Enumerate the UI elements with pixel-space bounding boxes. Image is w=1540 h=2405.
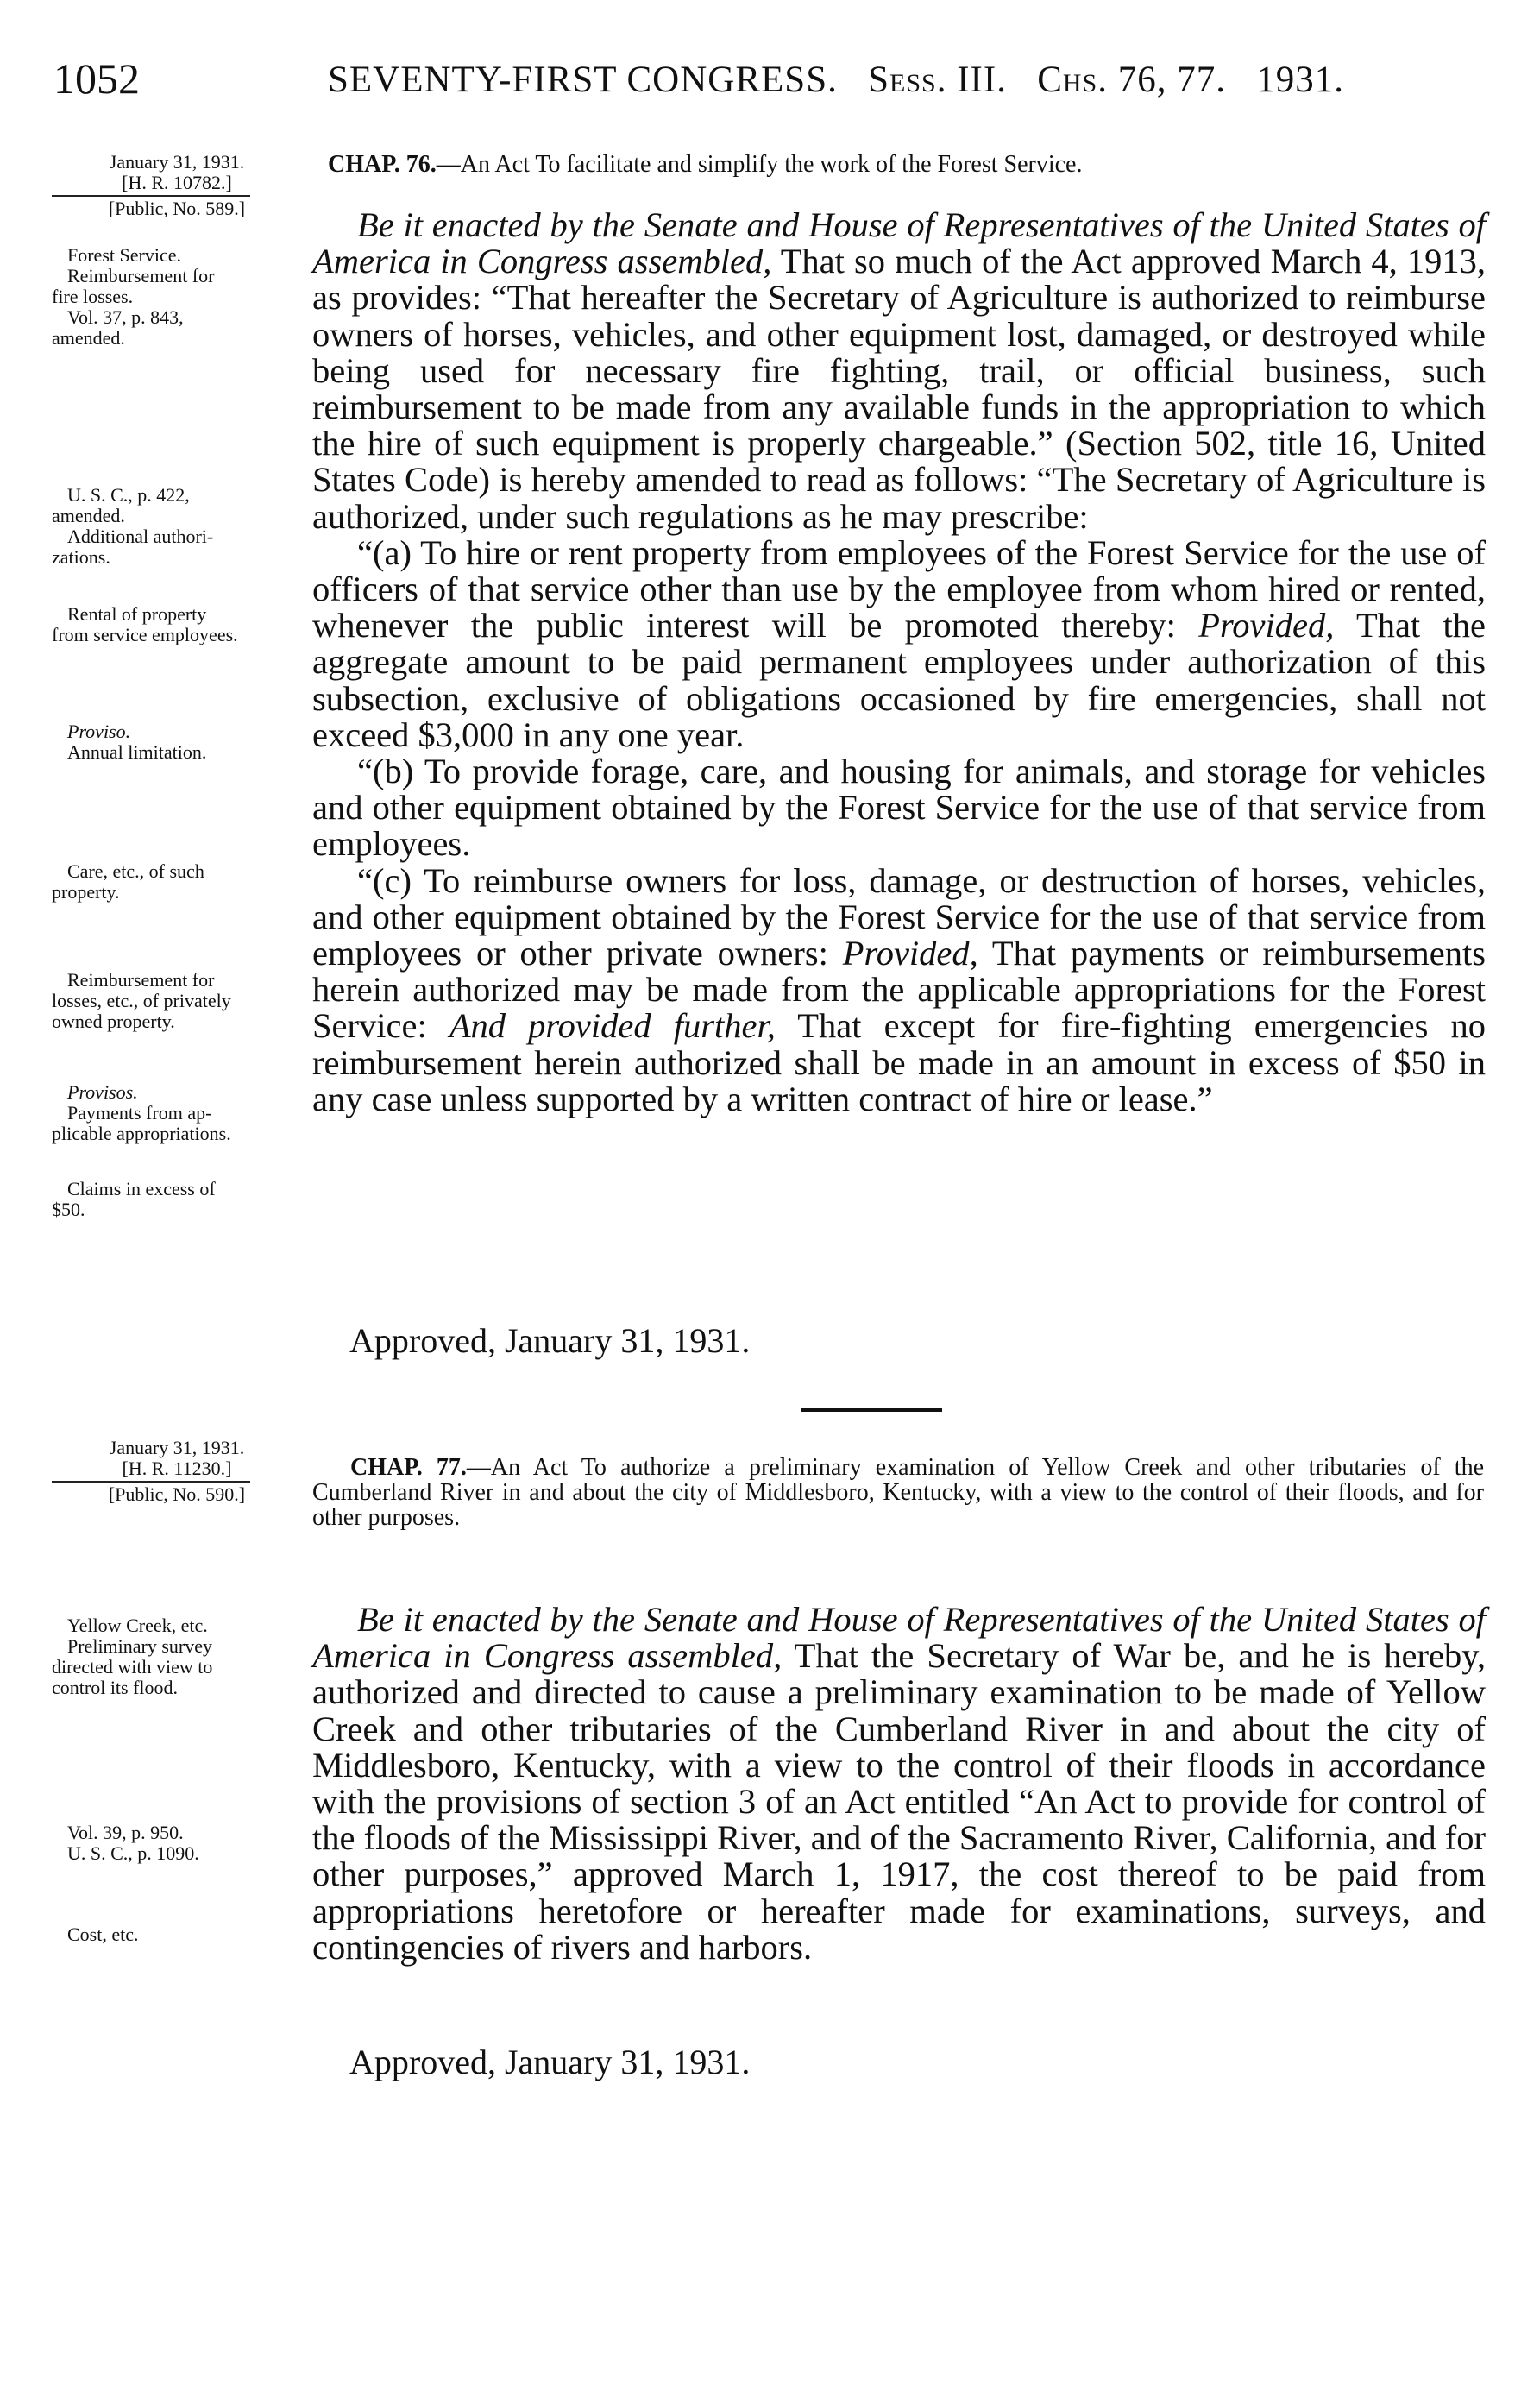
chap76-body	[312, 207, 1486, 1118]
note-rental: Rental of property from service employees.	[52, 603, 238, 645]
chap77-bill-number: [H. R. 11230.]	[122, 1457, 232, 1479]
note-yellow-creek: Yellow Creek, etc. Preliminary survey directed with view to control its flood.	[52, 1615, 213, 1698]
running-head	[53, 54, 1512, 114]
session-label: Sess. III.	[868, 60, 1007, 100]
note-annual-limitation: Proviso. Annual limitation.	[67, 721, 207, 763]
chap77-approved: Approved, January 31, 1931.	[349, 2043, 751, 2081]
enacting-clause: Be it enacted by the Senate and House of Representatives of the United States of America in Congress assembled,	[312, 205, 1486, 281]
chap76-public-number: [Public, No. 589.]	[108, 198, 246, 219]
chap77-margin-header	[52, 1438, 302, 1505]
note-care: Care, etc., of such property.	[52, 860, 204, 903]
year-label: 1931.	[1256, 60, 1344, 100]
note-usc-422: U. S. C., p. 422, amended. Additional authori- zations.	[52, 484, 214, 568]
margin-rule	[52, 195, 250, 197]
note-vol-39: Vol. 39, p. 950. U. S. C., p. 1090.	[67, 1822, 199, 1864]
chap77-body	[312, 1602, 1486, 1966]
note-reimb-losses: Reimbursement for losses, etc., of privately owned property.	[52, 969, 231, 1032]
chapters-label: Chs. 76, 77.	[1037, 60, 1226, 100]
chap77-label: CHAP. 77.	[350, 1454, 467, 1481]
chapter-divider	[801, 1408, 942, 1412]
congress-title: SEVENTY-FIRST CONGRESS.	[328, 60, 838, 100]
chap76-date: January 31, 1931.	[109, 151, 245, 173]
chap76-subsection-c: “(c) To reimburse owners for loss, damage, or destruction of horses, vehicles, and other equipment obtained by the Forest Service for the use of that service from employees or other private owners: Provided, That payments or reimbursements herein authorized may be made from the applicable appropriations for the Forest Service: And provided further, That except for fire-fighting emergencies no reimbursement herein authorized shall be made in an amount in excess of $50 in any case unless supported by a written contract of hire or lease.”	[312, 860, 1487, 1118]
note-claims: Claims in excess of $50.	[52, 1178, 216, 1220]
margin-rule	[52, 1481, 250, 1483]
enacting-clause: Be it enacted by the Senate and House of Representatives of the United States of America in Congress assembled,	[312, 1600, 1486, 1676]
chap76-subsection-a: “(a) To hire or rent property from employees of the Forest Service for the use of officers of that service other than use by the employee from whom hired or rented, whenever the public interest will be promoted thereby: Provided, That the aggregate amount to be paid permanent employees under authorization of this subsection, exclusive of obligations occasioned by fire emergencies, shall not exceed $3,000 in any one year.	[312, 532, 1487, 754]
chap76-bill-number: [H. R. 10782.]	[122, 172, 232, 193]
chap77-date: January 31, 1931.	[109, 1437, 245, 1458]
running-head-title	[328, 59, 1344, 101]
chap77-public-number: [Public, No. 590.]	[108, 1483, 246, 1505]
chap76-enacting-paragraph: Be it enacted by the Senate and House of Representatives of the United States of America in Congress assembled, That so much of the Act approved March 4, 1913, as provides: “That hereafter the Secretary of Agriculture is authorized to reimburse owners of horses, vehicles, and other equipment lost, damaged, or destroyed while being used for necessary fire fighting, trail, or official business, such reimbursement to be made from any available funds in the appropriation to which the hire of such equipment is properly chargeable.” (Section 502, title 16, United States Code) is hereby amended to read as follows: “The Secretary of Agriculture is authorized, under such regulations as he may prescribe:	[312, 205, 1486, 536]
chap77-enacting-paragraph: Be it enacted by the Senate and House of Representatives of the United States of America in Congress assembled, That the Secretary of War be, and he is hereby, authorized and directed to cause a preliminary examination to be made of Yellow Creek and other tributaries of the Cumberland River in and about the city of Middlesboro, Kentucky, with a view to the control of their floods in accordance with the provisions of section 3 of an Act entitled “An Act to provide for control of the floods of the Mississippi River, and of the Sacramento River, California, and for other purposes,” approved March 1, 1917, the cost thereof to be paid from appropriations heretofore or hereafter made for examinations, surveys, and contingencies of rivers and harbors.	[312, 1600, 1486, 1967]
note-payments: Provisos. Payments from ap- plicable appropriations.	[52, 1081, 231, 1144]
chap76-margin-header	[52, 152, 302, 219]
chap76-approved: Approved, January 31, 1931.	[349, 1321, 751, 1360]
page-number: 1052	[53, 54, 140, 103]
note-cost: Cost, etc.	[67, 1923, 139, 1945]
chap76-title-text: —An Act To facilitate and simplify the work of the Forest Service.	[436, 151, 1083, 178]
chap76-title	[328, 152, 1484, 177]
note-forest-service: Forest Service. Reimbursement for fire losses. Vol. 37, p. 843, amended.	[52, 244, 215, 349]
chap76-label: CHAP. 76.	[328, 151, 437, 178]
chap77-title-text: —An Act To authorize a preliminary examination of Yellow Creek and other tributaries of the Cumberland River in and about the city of Middlesboro, Kentucky, with a view to the control of their floods, and for other purposes.	[312, 1454, 1484, 1531]
chap77-title	[312, 1455, 1484, 1530]
chap76-subsection-b: “(b) To provide forage, care, and housing for animals, and storage for vehicles and other equipment obtained by the Forest Service for the use of that service from employees.	[312, 752, 1486, 864]
